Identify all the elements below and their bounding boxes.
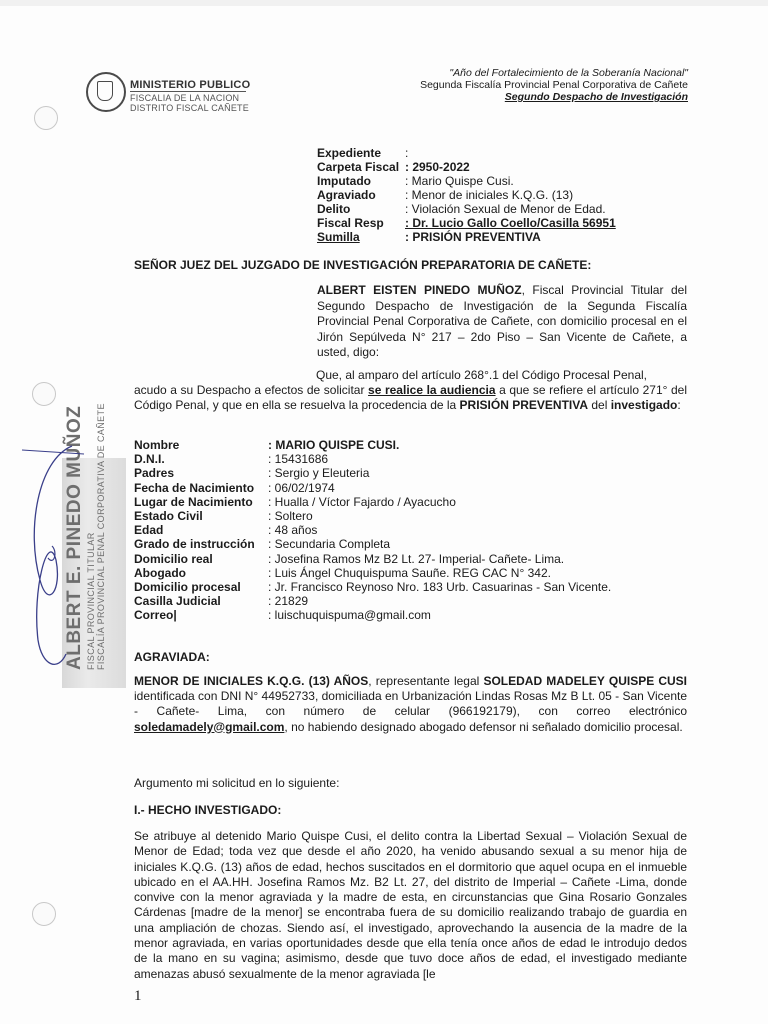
aggrieved-text: identificada con DNI N° 44952733, domiciliada en Urbanización Lindas Rosas Mz B Lt. 05 - San Vicente - Cañete- Lima, con número de celular (966192179), con correo electrónico <box>134 689 687 719</box>
meta-label: Expediente <box>317 146 382 160</box>
institution-logo-text <box>130 80 250 113</box>
data-value: : Josefina Ramos Mz B2 Lt. 27- Imperial- Cañete- Lima. <box>268 551 565 566</box>
aggrieved-minor: MENOR DE INICIALES K.Q.G. (13) AÑOS <box>134 674 369 688</box>
request-subject: investigado <box>610 397 678 412</box>
office-name: Segunda Fiscalía Provincial Penal Corporativa de Cañete <box>420 79 688 91</box>
data-value: : Jr. Francisco Reynoso Nro. 183 Urb. Casuarinas - San Vicente. <box>268 580 612 595</box>
meta-value: : Mario Quispe Cusi. <box>405 174 514 188</box>
office-subdivision: Segundo Despacho de Investigación <box>504 91 688 103</box>
logo-rule <box>130 91 246 92</box>
prosecutor-name: ALBERT EISTEN PINEDO MUÑOZ <box>317 283 522 297</box>
data-row <box>134 509 611 523</box>
data-row <box>134 466 611 480</box>
data-value: : 15431686 <box>268 452 329 467</box>
intro-paragraph <box>317 283 687 361</box>
case-metadata <box>317 146 616 244</box>
legal-representative: SOLEDAD MADELEY QUISPE CUSI <box>483 674 688 688</box>
request-text: : <box>677 397 681 412</box>
request-text: a que se refiere el artículo 271° del Código Penal, y que en ella se resuelva la procedencia de la <box>134 383 687 412</box>
page-number: 1 <box>134 988 142 1004</box>
meta-value: : <box>405 146 409 160</box>
data-value: : luischuquispuma@gmail.com <box>268 608 431 623</box>
meta-value: : Dr. Lucio Gallo Coello/Casilla 56951 <box>405 216 616 230</box>
aggrieved-paragraph <box>134 674 687 735</box>
data-row <box>134 580 611 594</box>
data-value: : 06/02/1974 <box>268 480 335 495</box>
meta-label: Sumilla <box>317 230 360 244</box>
meta-row <box>317 146 616 160</box>
year-motto: "Año del Fortalecimiento de la Soberanía Nacional" <box>449 67 688 79</box>
addressee: SEÑOR JUEZ DEL JUZGADO DE INVESTIGACIÓN PREPARATORIA DE CAÑETE: <box>134 258 592 272</box>
data-row <box>134 608 611 622</box>
data-row <box>134 566 611 580</box>
request-text: del <box>588 397 611 412</box>
data-row <box>134 523 611 537</box>
meta-value: : Menor de iniciales K.Q.G. (13) <box>405 188 574 202</box>
meta-label: Agraviado <box>317 188 376 202</box>
meta-row <box>317 202 616 216</box>
aggrieved-text: , no habiendo designado abogado defensor ni señalado domicilio procesal. <box>284 719 683 734</box>
intro-text: , Fiscal Provincial Titular del Segundo Despacho de Investigación de la Segunda Fiscalía Provincial Penal Corporativa de Cañete, con domicilio procesal en el Jirón Sepúlveda N° 217 – 2do Piso – San Vicente de Cañete, a usted, digo: <box>317 283 688 359</box>
data-label: Padres <box>134 466 175 481</box>
section-heading: I.- HECHO INVESTIGADO: <box>134 803 282 817</box>
meta-label: Fiscal Resp <box>317 216 384 230</box>
aggrieved-heading: AGRAVIADA: <box>134 650 210 664</box>
data-label: Casilla Judicial <box>134 594 221 609</box>
data-row <box>134 438 611 452</box>
data-row <box>134 495 611 509</box>
aggrieved-email: soledamadely@gmail.com <box>134 719 285 734</box>
data-label: Fecha de Nacimiento <box>134 480 255 495</box>
data-label: Lugar de Nacimiento <box>134 494 253 509</box>
logo-line-2: FISCALIA DE LA NACION <box>130 93 240 103</box>
request-line-1: Que, al amparo del artículo 268°.1 del Código Procesal Penal, <box>316 368 647 382</box>
meta-row <box>317 174 616 188</box>
data-value: : Hualla / Víctor Fajardo / Ayacucho <box>268 494 456 509</box>
stamp-title: FISCAL PROVINCIAL TITULAR <box>86 532 96 670</box>
meta-value: : Violación Sexual de Menor de Edad. <box>405 202 606 216</box>
data-label: Estado Civil <box>134 509 203 524</box>
meta-row <box>317 230 616 244</box>
meta-row <box>317 216 616 230</box>
data-value: : Secundaria Completa <box>268 537 391 552</box>
data-label: Grado de instrucción <box>134 537 255 552</box>
data-value: : Soltero <box>268 509 313 524</box>
request-paragraph <box>134 383 687 412</box>
meta-value: : PRISIÓN PREVENTIVA <box>405 230 541 244</box>
data-value: : Sergio y Eleuteria <box>268 466 370 481</box>
argument-intro: Argumento mi solicitud en lo siguiente: <box>134 776 340 790</box>
data-row <box>134 481 611 495</box>
data-row <box>134 594 611 608</box>
coat-of-arms-logo <box>86 72 126 112</box>
aggrieved-text: , representante legal <box>368 674 484 688</box>
logo-line-1: MINISTERIO PUBLICO <box>130 79 251 91</box>
punch-hole <box>34 106 58 130</box>
stamp-name: ALBERT E. PINEDO MUÑOZ <box>64 405 85 670</box>
data-label: Correo| <box>134 608 177 623</box>
data-value: : 48 años <box>268 523 318 538</box>
data-label: Domicilio procesal <box>134 580 241 595</box>
section-body: Se atribuye al detenido Mario Quispe Cusi, el delito contra la Libertad Sexual – Violación Sexual de Menor de Edad; toda vez que desde el año 2020, ha venido abusando sexual a su menor hija de iniciales K.Q.G. (13) años de edad, hechos suscitados en el dormitorio que aquel ocupa en el inmueble ubicado en el AA.HH. Josefina Ramos Mz. B2 Lt. 27, del distrito de Imperial – Cañete -Lima, donde convive con la menor agraviada y la madre de esta, en circunstancias que Gina Rosario Gonzales Cárdenas [madre de la menor] se encontraba fuera de su domicilio realizando trabajo de guardia en una ampliación de chozas. Siendo así, el investigado, aprovechando la ausencia de la madre de la menor agraviada, en varias oportunidades desde que ella tenía once años de edad le introdujo dedos de la mano en su vagina; asimismo, desde que tuvo doce años de edad, el investigado mediante amenazas abusó sexualmente de la menor agraviada [le <box>134 829 687 981</box>
accused-data <box>134 438 611 623</box>
request-emphasis: se realice la audiencia <box>368 383 496 397</box>
data-label: Nombre <box>134 438 180 452</box>
data-label: Domicilio real <box>134 551 213 566</box>
meta-label: Carpeta Fiscal <box>317 160 400 174</box>
data-label: D.N.I. <box>134 452 165 467</box>
data-value: : 21829 <box>268 594 309 609</box>
meta-value: : 2950-2022 <box>405 160 470 174</box>
logo-line-3: DISTRITO FISCAL CAÑETE <box>130 103 249 113</box>
data-label: Edad <box>134 523 164 538</box>
request-measure: PRISIÓN PREVENTIVA <box>459 397 589 412</box>
scan-edge <box>0 0 768 6</box>
data-row <box>134 452 611 466</box>
data-row <box>134 552 611 566</box>
data-label: Abogado <box>134 565 186 580</box>
meta-label: Delito <box>317 202 351 216</box>
data-value: : MARIO QUISPE CUSI. <box>268 438 400 452</box>
handwritten-signature <box>18 440 88 680</box>
meta-row <box>317 160 616 174</box>
meta-row <box>317 188 616 202</box>
stamp-office: FISCALÍA PROVINCIAL PENAL CORPORATIVA DE CAÑETE <box>96 403 106 670</box>
punch-hole <box>32 902 56 926</box>
meta-label: Imputado <box>317 174 371 188</box>
punch-hole <box>32 382 56 406</box>
data-value: : Luis Ángel Chuquispuma Sauñe. REG CAC N° 342. <box>268 565 551 580</box>
data-row <box>134 537 611 551</box>
document-header <box>420 67 688 103</box>
request-text: acudo a su Despacho a efectos de solicitar <box>134 383 369 397</box>
